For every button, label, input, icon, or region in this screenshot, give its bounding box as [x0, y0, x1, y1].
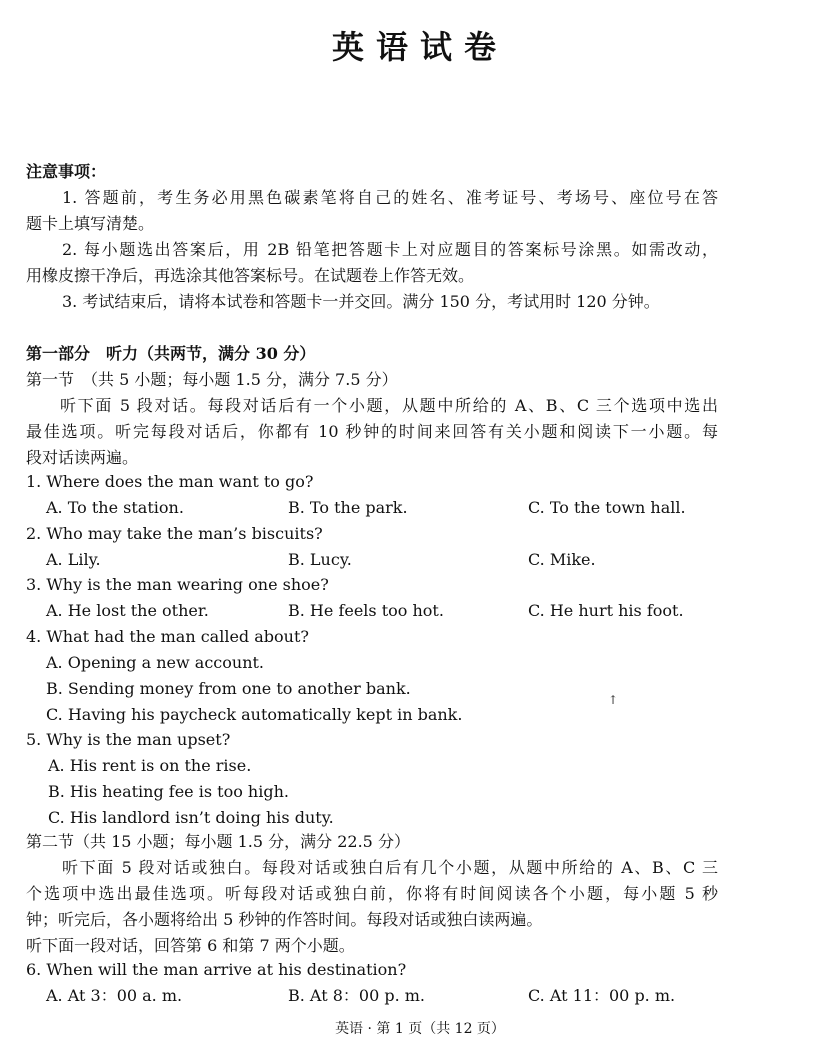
question-4-option-c: C. Having his paycheck automatically kept in bank. — [46, 705, 463, 724]
question-4-option-b: B. Sending money from one to another bank. — [46, 679, 411, 698]
question-1-option-b: B. To the park. — [288, 498, 408, 517]
question-6-option-a: A. At 3：00 a. m. — [46, 986, 183, 1005]
notice-item-3: 3. 考试结束后，请将本试卷和答题卡一并交回。满分 150 分，考试用时 120 分钟。 — [62, 292, 660, 311]
question-6-option-c: C. At 11：00 p. m. — [528, 986, 676, 1005]
question-5-option-b: B. His heating fee is too high. — [48, 782, 289, 801]
question-2-option-a: A. Lily. — [46, 550, 101, 569]
notice-item-1-cont: 题卡上填写清楚。 — [26, 214, 155, 233]
question-3-option-c: C. He hurt his foot. — [528, 601, 684, 620]
section1-heading: 第一节 （共 5 小题；每小题 1.5 分，满分 7.5 分） — [26, 370, 398, 389]
question-2-option-c: C. Mike. — [528, 550, 596, 569]
question-1-option-c: C. To the town hall. — [528, 498, 686, 517]
notice-item-2-cont: 用橡皮擦干净后，再选涂其他答案标号。在试题卷上作答无效。 — [26, 266, 475, 285]
question-1-option-a: A. To the station. — [46, 498, 184, 517]
stray-mark: ↑ — [608, 693, 619, 707]
question-3-option-a: A. He lost the other. — [46, 601, 209, 620]
question-2-stem: 2. Who may take the man’s biscuits? — [26, 524, 323, 543]
question-6-stem: 6. When will the man arrive at his destination? — [26, 960, 407, 979]
section2-heading: 第二节（共 15 小题；每小题 1.5 分，满分 22.5 分） — [26, 832, 410, 851]
page-footer: 英语 · 第 1 页（共 12 页） — [335, 1021, 505, 1037]
question-4-option-a: A. Opening a new account. — [46, 653, 265, 672]
section1-instructions-cont: 最佳选项。听完每段对话后，你都有 10 秒钟的时间来回答有关小题和阅读下一小题。每 — [26, 422, 718, 441]
question-6-option-b: B. At 8：00 p. m. — [288, 986, 426, 1005]
question-4-stem: 4. What had the man called about? — [26, 627, 309, 646]
dialogue-intro: 听下面一段对话，回答第 6 和第 7 两个小题。 — [26, 936, 355, 955]
question-2-option-b: B. Lucy. — [288, 550, 352, 569]
question-3-stem: 3. Why is the man wearing one shoe? — [26, 575, 329, 594]
question-1-stem: 1. Where does the man want to go? — [26, 472, 314, 491]
section2-instructions: 听下面 5 段对话或独白。每段对话或独白后有几个小题，从题中所给的 A、B、C 三 — [62, 858, 718, 877]
question-3-option-b: B. He feels too hot. — [288, 601, 444, 620]
notice-item-2: 2. 每小题选出答案后，用 2B 铅笔把答题卡上对应题目的答案标号涂黑。如需改动， — [62, 240, 718, 259]
section1-instructions: 听下面 5 段对话。每段对话后有一个小题，从题中所给的 A、B、C 三个选项中选出 — [60, 396, 718, 415]
notice-item-1: 1. 答题前，考生务必用黑色碳素笔将自己的姓名、准考证号、考场号、座位号在答 — [62, 188, 718, 207]
question-5-stem: 5. Why is the man upset? — [26, 730, 231, 749]
question-5-option-c: C. His landlord isn’t doing his duty. — [48, 808, 334, 827]
section1-instructions-end: 段对话读两遍。 — [26, 448, 139, 467]
notice-heading: 注意事项： — [26, 162, 107, 181]
question-5-option-a: A. His rent is on the rise. — [48, 756, 252, 775]
part1-heading: 第一部分 听力（共两节，满分 30 分） — [26, 344, 316, 363]
section2-instructions-end: 钟；听完后，各小题将给出 5 秒钟的作答时间。每段对话或独白读两遍。 — [26, 910, 543, 929]
page-title: 英语试卷 — [331, 28, 508, 66]
section2-instructions-cont: 个选项中选出最佳选项。听每段对话或独白前，你将有时间阅读各个小题，每小题 5 秒 — [26, 884, 718, 903]
